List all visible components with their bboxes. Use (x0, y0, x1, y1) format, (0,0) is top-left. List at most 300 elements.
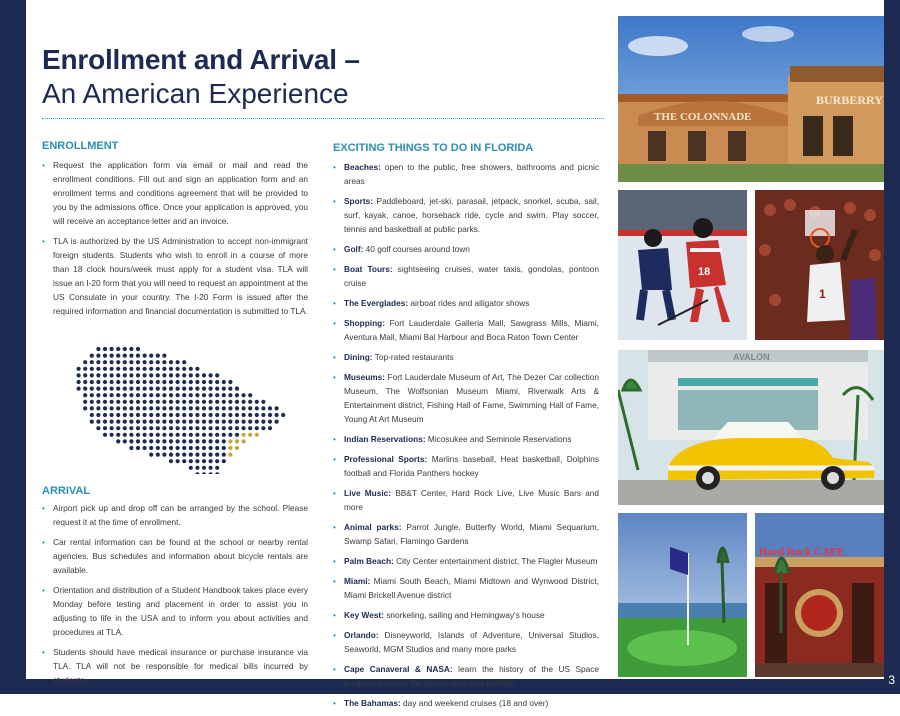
map-dot (96, 354, 100, 358)
map-dot-florida (235, 446, 239, 450)
map-dot (162, 387, 166, 391)
map-dot (129, 400, 133, 404)
map-dot (143, 367, 147, 371)
map-dot (248, 413, 252, 417)
right-border (884, 0, 900, 694)
photo-golf (618, 513, 747, 677)
map-dot (248, 406, 252, 410)
map-dot (103, 420, 107, 424)
map-dot (123, 354, 127, 358)
page-subtitle: An American Experience (42, 78, 349, 109)
map-dot (143, 446, 147, 450)
map-dot (195, 420, 199, 424)
map-dot (169, 413, 173, 417)
map-dot (222, 426, 226, 430)
map-dot (136, 433, 140, 437)
map-dot (156, 439, 160, 443)
colonnade-sign: THE COLONNADE (654, 111, 752, 123)
map-dot (169, 406, 173, 410)
map-dot (182, 420, 186, 424)
map-dot (116, 439, 120, 443)
map-dot (96, 380, 100, 384)
map-dot (103, 367, 107, 371)
map-dot (149, 373, 153, 377)
enrollment-item: • TLA is authorized by the US Administration to accept non-immigrant foreign students. Students who wish to enroll in a course of more than 18 clock hours/week must apply for a student visa. TLA will issue an I-20 form that you will need to request an appointment at the US Consulate in your country. The I-20 Form is issued after the required information and financial documentation is submitted to TLA. (42, 234, 308, 318)
map-dot (110, 393, 114, 397)
map-dot (169, 400, 173, 404)
map-dot (136, 400, 140, 404)
arrival-list (42, 501, 308, 693)
map-dot (116, 393, 120, 397)
map-dot (149, 453, 153, 457)
map-dot (116, 400, 120, 404)
map-dot (182, 393, 186, 397)
map-dot (242, 413, 246, 417)
map-dot (268, 426, 272, 430)
map-dot (248, 420, 252, 424)
map-dot (149, 439, 153, 443)
map-dot (156, 387, 160, 391)
map-dot (123, 380, 127, 384)
map-dot (169, 459, 173, 463)
map-dot (110, 420, 114, 424)
florida-item: • Shopping: Fort Lauderdale Galleria Mall, Sawgrass Mills, Miami, Aventura Mall, Miami Bal Harbour and Boca Raton Town Center (333, 316, 599, 344)
map-dot (222, 400, 226, 404)
map-dot-florida (248, 433, 252, 437)
map-dot (90, 387, 94, 391)
map-dot (110, 387, 114, 391)
florida-item: • Indian Reservations: Micosukee and Seminole Reservations (333, 432, 599, 446)
map-dot (182, 413, 186, 417)
florida-item: • Golf: 40 golf courses around town (333, 242, 599, 256)
map-dot (143, 400, 147, 404)
player-number-1: 18 (698, 266, 711, 278)
map-dot (275, 413, 279, 417)
map-dot (176, 426, 180, 430)
player-number-2: 1 (819, 287, 826, 301)
map-dot (202, 466, 206, 470)
map-dot (103, 380, 107, 384)
map-dot (90, 367, 94, 371)
map-dot (103, 406, 107, 410)
map-dot (110, 354, 114, 358)
map-dot (110, 433, 114, 437)
map-dot (209, 446, 213, 450)
map-dot (228, 413, 232, 417)
map-dot (209, 400, 213, 404)
map-dot (123, 420, 127, 424)
florida-item: • Animal parks: Parrot Jungle, Butterfly World, Miami Sequarium, Swamp Safari, Flamingo Gardens (333, 520, 599, 548)
map-dot (116, 367, 120, 371)
map-dot (129, 406, 133, 410)
map-dot (215, 387, 219, 391)
map-dot (162, 380, 166, 384)
map-dot (162, 360, 166, 364)
map-dot (182, 433, 186, 437)
map-dot (176, 400, 180, 404)
arrival-item: • Students should have medical insurance or purchase insurance via TLA. TLA will not be responsible for medical bills incurred by students. (42, 645, 308, 687)
map-dot (195, 393, 199, 397)
photo-colonnade (618, 16, 884, 182)
map-dot (228, 380, 232, 384)
map-dot (162, 400, 166, 404)
florida-item: • Boat Tours: sightseeing cruises, water taxis, gondolas, pontoon cruise (333, 262, 599, 290)
map-dot (222, 453, 226, 457)
map-dot (195, 459, 199, 463)
florida-heading: EXCITING THINGS TO DO IN FLORIDA (333, 142, 534, 154)
map-dot (129, 380, 133, 384)
florida-item: • Cape Canaveral & NASA: learn the history of the US Space program and tour the launch sites and exhibits (333, 662, 599, 690)
map-dot (123, 347, 127, 351)
map-dot (209, 373, 213, 377)
florida-item: • Sports: Paddleboard, jet-ski, parasail, jetpack, snorkel, scuba, sail, surf, kayak, canoe, horseback ride, cycle and swim. Play soccer, tennis and basketball at public parks. (333, 194, 599, 236)
map-dot (149, 387, 153, 391)
map-dot (176, 446, 180, 450)
florida-item: • The Everglades: airboat rides and alligator shows (333, 296, 599, 310)
map-dot (202, 393, 206, 397)
florida-item: • Orlando: Disneyworld, Islands of Adventure, Universal Studios, Seaworld, MGM Studios and many more parks (333, 628, 599, 656)
map-dot (182, 367, 186, 371)
map-dot (195, 380, 199, 384)
map-dot (215, 472, 219, 474)
map-dot (182, 373, 186, 377)
burberry-sign: BURBERRY (816, 93, 883, 107)
map-dot (123, 367, 127, 371)
map-dot (222, 393, 226, 397)
map-dot (103, 413, 107, 417)
map-dot (110, 347, 114, 351)
map-dot (195, 367, 199, 371)
map-dot-florida (242, 433, 246, 437)
map-dot (209, 466, 213, 470)
map-dot (189, 380, 193, 384)
map-dot (215, 406, 219, 410)
map-dot (83, 380, 87, 384)
map-dot (228, 406, 232, 410)
map-dot (162, 367, 166, 371)
map-dot (189, 426, 193, 430)
map-dot-florida (235, 439, 239, 443)
map-dot (169, 360, 173, 364)
map-dot (222, 439, 226, 443)
map-dot (116, 347, 120, 351)
florida-list (333, 160, 599, 716)
map-dot (268, 420, 272, 424)
map-dot (182, 406, 186, 410)
enrollment-item: • Request the application form via email or mail and read the enrollment conditions. Fill out and sign an application form and an enrollment terms and conditions agreement that will be provided to you by the admissions office. Once your application is approved, you will receive an acceptance letter and an invoice. (42, 158, 308, 228)
map-dot (143, 360, 147, 364)
map-dot (143, 406, 147, 410)
map-dot (103, 433, 107, 437)
map-dot (261, 426, 265, 430)
photo-hockey (618, 190, 747, 340)
map-dot (162, 453, 166, 457)
map-dot (169, 420, 173, 424)
map-dot-florida (228, 439, 232, 443)
map-dot (149, 380, 153, 384)
arrival-item: • Airport pick up and drop off can be arranged by the school. Please request it at the time of enrollment. (42, 501, 308, 529)
map-dot (136, 446, 140, 450)
map-dot (129, 439, 133, 443)
enrollment-list (42, 158, 308, 324)
map-dot (162, 426, 166, 430)
map-dot (195, 406, 199, 410)
map-dot (195, 472, 199, 474)
map-dot (83, 406, 87, 410)
map-dot (182, 380, 186, 384)
map-dot (261, 400, 265, 404)
map-dot (136, 426, 140, 430)
map-dot (222, 413, 226, 417)
map-dot (143, 413, 147, 417)
map-dot (189, 393, 193, 397)
map-dot (110, 400, 114, 404)
arrival-item: • Car rental information can be found at the school or nearby rental agencies. Bus schedules and information about bicycle rentals are available. (42, 535, 308, 577)
map-dot (129, 413, 133, 417)
map-dot (255, 413, 259, 417)
map-dot (215, 446, 219, 450)
map-dot (215, 393, 219, 397)
map-dot (123, 406, 127, 410)
map-dot (136, 387, 140, 391)
map-dot (209, 413, 213, 417)
map-dot (202, 400, 206, 404)
map-dot (202, 459, 206, 463)
map-dot (149, 367, 153, 371)
map-dot (96, 373, 100, 377)
map-dot (156, 433, 160, 437)
map-dot (129, 433, 133, 437)
map-dot (202, 446, 206, 450)
map-dot (209, 420, 213, 424)
map-dot (268, 413, 272, 417)
map-dot (90, 354, 94, 358)
map-dot (235, 387, 239, 391)
map-dot (136, 406, 140, 410)
arrival-item: • Orientation and distribution of a Student Handbook takes place every Monday before testing and placement in order to assist you in adjusting to life in the USA and to inform you about activities and procedures at TLA. (42, 583, 308, 639)
map-dot (176, 360, 180, 364)
map-dot (90, 380, 94, 384)
hotel-sign: AVALON (733, 352, 770, 362)
map-dot (182, 400, 186, 404)
map-dot (96, 393, 100, 397)
map-dot (215, 453, 219, 457)
map-dot (136, 354, 140, 358)
map-dot (182, 387, 186, 391)
map-dot (162, 433, 166, 437)
map-dot (215, 413, 219, 417)
map-dot (228, 433, 232, 437)
title-divider (42, 118, 604, 119)
florida-item: • Key West: snorkeling, sailing and Hemingway's house (333, 608, 599, 622)
map-dot (90, 413, 94, 417)
map-dot (176, 393, 180, 397)
map-dot (215, 466, 219, 470)
map-dot (90, 400, 94, 404)
map-dot (136, 420, 140, 424)
map-dot (156, 360, 160, 364)
map-dot (129, 360, 133, 364)
map-dot (116, 387, 120, 391)
map-dot (83, 373, 87, 377)
map-dot (222, 433, 226, 437)
map-dot (103, 387, 107, 391)
map-dot (123, 439, 127, 443)
map-dot (143, 380, 147, 384)
map-dot (209, 439, 213, 443)
map-dot-florida (228, 453, 232, 457)
map-dot (202, 472, 206, 474)
map-dot (222, 380, 226, 384)
map-dot (110, 380, 114, 384)
map-dot (255, 400, 259, 404)
map-dot (96, 406, 100, 410)
map-dot (143, 439, 147, 443)
map-dot (123, 426, 127, 430)
map-dot (90, 360, 94, 364)
map-dot (228, 387, 232, 391)
map-dot (169, 380, 173, 384)
map-dot (275, 406, 279, 410)
map-dot (162, 446, 166, 450)
map-dot (162, 354, 166, 358)
map-dot (149, 413, 153, 417)
map-dot (116, 380, 120, 384)
map-dot (103, 426, 107, 430)
map-dot (143, 433, 147, 437)
map-dot (202, 420, 206, 424)
map-dot (189, 406, 193, 410)
map-dot-florida (255, 433, 259, 437)
map-dot (235, 413, 239, 417)
map-dot (110, 373, 114, 377)
map-dot (156, 400, 160, 404)
map-dot (156, 367, 160, 371)
map-dot (242, 400, 246, 404)
map-dot (169, 373, 173, 377)
map-dot (261, 413, 265, 417)
florida-item: • Live Music: BB&T Center, Hard Rock Live, Live Music Bars and more (333, 486, 599, 514)
map-dot (182, 453, 186, 457)
map-dot (116, 406, 120, 410)
page-title: Enrollment and Arrival – (42, 44, 360, 75)
map-dot (215, 420, 219, 424)
map-dot (123, 433, 127, 437)
map-dot (103, 360, 107, 364)
map-dot (215, 459, 219, 463)
map-dot (228, 426, 232, 430)
map-dot-florida (228, 446, 232, 450)
map-dot (149, 406, 153, 410)
map-dot (176, 387, 180, 391)
map-dot (129, 354, 133, 358)
map-dot (143, 393, 147, 397)
map-dot (222, 387, 226, 391)
map-dot (149, 393, 153, 397)
map-dot (136, 360, 140, 364)
map-dot (136, 347, 140, 351)
florida-item: • Professional Sports: Marlins baseball, Heat basketball, Dolphins football and Florida Panthers hockey (333, 452, 599, 480)
map-dot (103, 347, 107, 351)
map-dot (195, 433, 199, 437)
map-dot (116, 360, 120, 364)
map-dot (156, 380, 160, 384)
map-dot (248, 400, 252, 404)
map-dot (215, 439, 219, 443)
map-dot (149, 426, 153, 430)
enrollment-heading: ENROLLMENT (42, 140, 119, 152)
map-dot (209, 387, 213, 391)
map-dot (189, 420, 193, 424)
map-dot (235, 406, 239, 410)
map-dot (169, 453, 173, 457)
map-dot (195, 439, 199, 443)
map-dot (209, 459, 213, 463)
map-dot (202, 380, 206, 384)
photo-hardrock (755, 513, 884, 677)
photo-hotel-car (618, 350, 884, 505)
map-dot (110, 360, 114, 364)
map-dot (156, 354, 160, 358)
map-dot (123, 360, 127, 364)
map-dot (136, 439, 140, 443)
map-dot (129, 420, 133, 424)
left-border (0, 0, 26, 694)
florida-item: • Dining: Top-rated restaurants (333, 350, 599, 364)
map-dot (195, 453, 199, 457)
map-dot (116, 373, 120, 377)
us-dot-map (66, 344, 286, 474)
map-dot (176, 439, 180, 443)
map-dot (162, 406, 166, 410)
map-dot (195, 373, 199, 377)
map-dot (182, 446, 186, 450)
map-dot (209, 426, 213, 430)
map-dot (202, 373, 206, 377)
map-dot (195, 466, 199, 470)
map-dot (103, 373, 107, 377)
map-dot (235, 426, 239, 430)
map-dot (195, 446, 199, 450)
map-dot (209, 406, 213, 410)
map-dot (116, 354, 120, 358)
map-dot (110, 413, 114, 417)
map-dot (110, 367, 114, 371)
map-dot (281, 413, 285, 417)
map-dot (162, 420, 166, 424)
map-dot (123, 387, 127, 391)
map-dot (189, 387, 193, 391)
map-dot (235, 400, 239, 404)
map-dot (149, 400, 153, 404)
map-dot (176, 420, 180, 424)
map-dot (96, 420, 100, 424)
map-dot (136, 380, 140, 384)
florida-item: • Miami: Miami South Beach, Miami Midtown and Wynwood District, Miami Brickell Avenue district (333, 574, 599, 602)
photo-basketball (755, 190, 884, 340)
map-dot (195, 400, 199, 404)
map-dot (162, 413, 166, 417)
map-dot (156, 413, 160, 417)
map-dot (176, 413, 180, 417)
map-dot (156, 453, 160, 457)
map-dot (215, 433, 219, 437)
map-dot (83, 367, 87, 371)
map-dot (169, 393, 173, 397)
map-dot (136, 413, 140, 417)
map-dot (261, 406, 265, 410)
map-dot (195, 387, 199, 391)
